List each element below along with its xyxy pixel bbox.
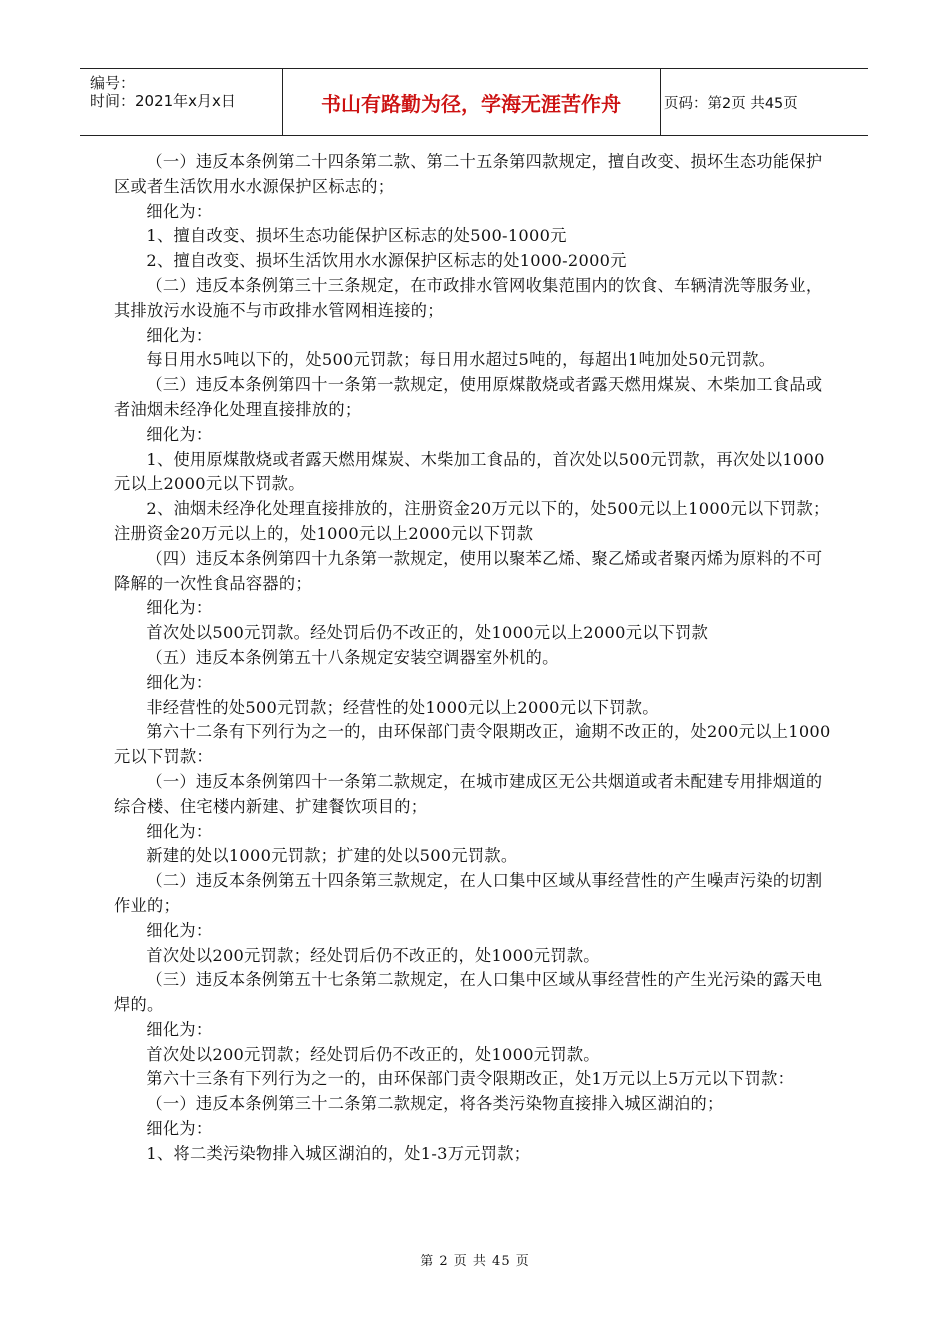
paragraph: 细化为： <box>146 1019 213 1039</box>
paragraph: 细化为： <box>146 821 213 841</box>
paragraph: （二）违反本条例第五十四条第三款规定，在人口集中区域从事经营性的产生噪声污染的切割作业的； <box>114 871 823 915</box>
paragraph: 细化为： <box>146 672 213 692</box>
paragraph: 细化为： <box>146 1119 213 1139</box>
paragraph: 首次处以200元罚款；经处罚后仍不改正的，处1000元罚款。 <box>146 945 600 965</box>
paragraph: 第六十二条有下列行为之一的，由环保部门责令限期改正，逾期不改正的，处200元以上1000元以下罚款： <box>114 722 831 767</box>
paragraph: 细化为： <box>146 325 213 345</box>
page-footer: 第 2 页 共 45 页 <box>420 1254 530 1269</box>
document-body <box>114 150 838 1167</box>
paragraph: （五）违反本条例第五十八条规定安装空调器室外机的。 <box>146 647 559 667</box>
paragraph: 细化为： <box>146 920 213 940</box>
paragraph: 每日用水5吨以下的，处500元罚款；每日用水超过5吨的，每超出1吨加处50元罚款。 <box>146 350 776 370</box>
number-label: 编号： <box>90 74 136 92</box>
paragraph: 新建的处以1000元罚款；扩建的处以500元罚款。 <box>146 846 518 866</box>
paragraph: 1、使用原煤散烧或者露天燃用煤炭、木柴加工食品的，首次处以500元罚款，再次处以1000元以上2000元以下罚款。 <box>114 449 825 494</box>
paragraph: 1、将二类污染物排入城区湖泊的，处1-3万元罚款； <box>146 1143 531 1163</box>
header-meta-cell <box>80 69 283 135</box>
paragraph: 首次处以500元罚款。经处罚后仍不改正的，处1000元以上2000元以下罚款 <box>146 623 709 643</box>
paragraph: （一）违反本条例第三十二条第二款规定，将各类污染物直接排入城区湖泊的； <box>146 1094 724 1114</box>
paragraph: 首次处以200元罚款；经处罚后仍不改正的，处1000元罚款。 <box>146 1044 600 1064</box>
paragraph: 第六十三条有下列行为之一的，由环保部门责令限期改正，处1万元以上5万元以下罚款： <box>146 1069 795 1089</box>
paragraph: 1、擅自改变、损坏生态功能保护区标志的处500-1000元 <box>146 226 567 246</box>
paragraph: （二）违反本条例第三十三条规定，在市政排水管网收集范围内的饮食、车辆清洗等服务业，其排放污水设施不与市政排水管网相连接的； <box>114 275 823 320</box>
header-page-info: 页码：第2页 共45页 <box>664 95 798 112</box>
paragraph: 细化为： <box>146 598 213 618</box>
paragraph: 非经营性的处500元罚款；经营性的处1000元以上2000元以下罚款。 <box>146 697 659 717</box>
paragraph: （三）违反本条例第四十一条第一款规定，使用原煤散烧或者露天燃用煤炭、木柴加工食品或者油烟未经净化处理直接排放的； <box>114 375 823 419</box>
time-label: 时间：2021年x月x日 <box>90 92 236 110</box>
paragraph: 2、油烟未经净化处理直接排放的，注册资金20万元以下的，处500元以上1000元以下罚款；注册资金20万元以上的，处1000元以上2000元以下罚款 <box>114 499 830 543</box>
page-header <box>80 68 868 136</box>
paragraph: （四）违反本条例第四十九条第一款规定，使用以聚苯乙烯、聚乙烯或者聚丙烯为原料的不可降解的一次性食品容器的； <box>114 548 823 593</box>
header-motto: 书山有路勤为径，学海无涯苦作舟 <box>282 69 661 135</box>
paragraph: （一）违反本条例第二十四条第二款、第二十五条第四款规定，擅自改变、损坏生态功能保护区或者生活饮用水水源保护区标志的； <box>114 152 823 196</box>
paragraph: （三）违反本条例第五十七条第二款规定，在人口集中区域从事经营性的产生光污染的露天电焊的。 <box>114 970 823 1015</box>
paragraph: （一）违反本条例第四十一条第二款规定，在城市建成区无公共烟道或者未配建专用排烟道的综合楼、住宅楼内新建、扩建餐饮项目的； <box>114 771 823 816</box>
paragraph: 细化为： <box>146 424 213 444</box>
paragraph: 细化为： <box>146 201 213 221</box>
paragraph: 2、擅自改变、损坏生活饮用水水源保护区标志的处1000-2000元 <box>146 251 627 271</box>
